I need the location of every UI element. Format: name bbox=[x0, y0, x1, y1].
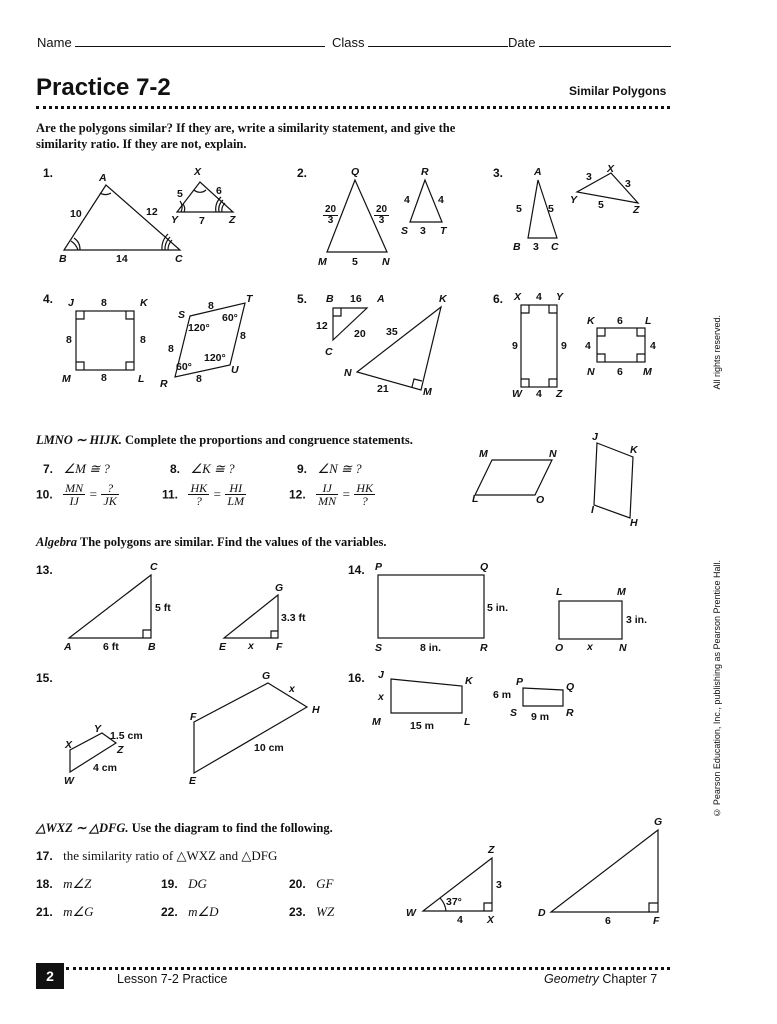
fig5-nm: 21 bbox=[377, 383, 389, 395]
fig15-label-x: X bbox=[65, 739, 73, 751]
q10-equals: = bbox=[89, 486, 97, 502]
fig15-wz: 4 cm bbox=[93, 762, 117, 774]
section3-intro bbox=[36, 534, 387, 550]
fig1-xy: 5 bbox=[177, 188, 183, 200]
triangle-dfg bbox=[551, 830, 658, 912]
q7-text: ∠M ≅ ? bbox=[63, 461, 110, 476]
hijk-label-j: J bbox=[592, 431, 598, 443]
fig16-ps: 6 m bbox=[493, 689, 512, 701]
figure-3 bbox=[528, 173, 638, 238]
footer-book-title: Geometry bbox=[544, 972, 599, 986]
fig2-rt: 4 bbox=[438, 194, 444, 206]
fig2-qn-den: 3 bbox=[378, 215, 385, 226]
fig6-label-l: L bbox=[645, 315, 652, 327]
figure-15 bbox=[70, 683, 307, 773]
fig14-label-o: O bbox=[555, 642, 564, 654]
q20-text: GF bbox=[316, 876, 334, 891]
q12-left-den: MN bbox=[318, 494, 337, 508]
parallelogram-lmno bbox=[475, 460, 552, 495]
wxz-label-x: X bbox=[487, 914, 495, 926]
fig16-label-k: K bbox=[465, 675, 473, 687]
fig15-eh: 10 cm bbox=[254, 742, 284, 754]
q12-right-den: ? bbox=[361, 494, 368, 508]
fig15-label-h: H bbox=[312, 704, 320, 716]
fig2-label-q: Q bbox=[351, 166, 360, 178]
fig14-label-l: L bbox=[556, 586, 563, 598]
fig6-label-m: M bbox=[643, 366, 652, 378]
angle-mark-z bbox=[222, 203, 225, 212]
footer-lesson: Lesson 7-2 Practice bbox=[117, 972, 228, 986]
section2-intro-italic: LMNO ∼ HIJK. bbox=[36, 433, 122, 447]
q23-number: 23. bbox=[289, 905, 306, 919]
rectangle-lmon bbox=[559, 601, 622, 639]
fig14-label-p: P bbox=[375, 561, 383, 573]
fig4-kl: 8 bbox=[140, 334, 146, 346]
fig14-label-s: S bbox=[375, 642, 383, 654]
angle-mark-x bbox=[194, 190, 206, 192]
question-18 bbox=[36, 875, 91, 893]
problem-number-1: 1. bbox=[43, 166, 54, 180]
fig13-label-g: G bbox=[275, 582, 284, 594]
section4-intro-italic: △WXZ ∼ △DFG. bbox=[36, 821, 129, 835]
question-21 bbox=[36, 903, 94, 921]
fig4-label-m: M bbox=[62, 373, 71, 385]
fig5-kn: 35 bbox=[386, 326, 398, 338]
fig5-label-n: N bbox=[344, 367, 352, 379]
fig6-label-y: Y bbox=[556, 291, 564, 303]
fig4-label-t: T bbox=[246, 293, 253, 305]
fig16-label-m: M bbox=[372, 716, 381, 728]
fig3-xz: 3 bbox=[625, 178, 631, 190]
fig4-label-s: S bbox=[178, 309, 186, 321]
q18-number: 18. bbox=[36, 877, 53, 891]
fig14-label-m: M bbox=[617, 586, 626, 598]
figure-13 bbox=[69, 575, 278, 638]
q19-text: DG bbox=[188, 876, 207, 891]
dfg-label-d: D bbox=[538, 907, 546, 919]
fig3-bc: 3 bbox=[533, 241, 539, 253]
fig4-jm: 8 bbox=[66, 334, 72, 346]
problem-number-15: 15. bbox=[36, 671, 53, 685]
q21-text: m∠G bbox=[63, 904, 94, 919]
fig13-label-c: C bbox=[150, 561, 158, 573]
figure-6 bbox=[521, 305, 645, 387]
fig13-bc: 5 ft bbox=[155, 602, 171, 614]
q11-left-num: HK bbox=[190, 481, 208, 495]
copyright-notice: © Pearson Education, Inc., publishing as Pearson Prentice Hall. bbox=[712, 560, 722, 818]
problem-number-14: 14. bbox=[348, 563, 365, 577]
fig4-angle-s: 120° bbox=[188, 322, 210, 334]
fig3-label-b: B bbox=[513, 241, 521, 253]
fig2-label-m: M bbox=[318, 256, 327, 268]
q11-number: 11. bbox=[162, 487, 179, 502]
section4-intro-rest: Use the diagram to find the following. bbox=[128, 821, 333, 835]
fig16-ml: 15 m bbox=[410, 720, 434, 732]
fig15-label-e: E bbox=[189, 775, 197, 787]
fig6-kl: 6 bbox=[617, 315, 623, 327]
fig1-label-b: B bbox=[59, 253, 67, 265]
fig5-label-b: B bbox=[326, 293, 334, 305]
q10-right-num: ? bbox=[101, 482, 118, 495]
fig5-label-m: M bbox=[423, 386, 432, 398]
fig15-label-z: Z bbox=[117, 744, 124, 756]
fig3-label-y: Y bbox=[570, 194, 578, 206]
fig13-label-e: E bbox=[219, 641, 227, 653]
problem-number-3: 3. bbox=[493, 166, 504, 180]
fig1-label-z: Z bbox=[229, 214, 236, 226]
fig1-label-a: A bbox=[99, 172, 107, 184]
q11-equals: = bbox=[213, 486, 221, 502]
fig1-label-y: Y bbox=[171, 214, 179, 226]
question-22 bbox=[161, 903, 219, 921]
fig1-ac: 12 bbox=[146, 206, 158, 218]
fig14-mn: 3 in. bbox=[626, 614, 648, 626]
question-23 bbox=[289, 903, 334, 921]
fig13-label-f: F bbox=[276, 641, 283, 653]
q21-number: 21. bbox=[36, 905, 53, 919]
fig2-qm-num: 20 bbox=[325, 204, 337, 215]
q22-text: m∠D bbox=[188, 904, 219, 919]
wxz-label-w: W bbox=[406, 907, 416, 919]
fig6-nm: 6 bbox=[617, 366, 623, 378]
fig6-label-x: X bbox=[514, 291, 522, 303]
rectangle-klmn bbox=[597, 328, 645, 362]
rectangle-xywz bbox=[521, 305, 557, 387]
fig16-label-l: L bbox=[464, 716, 471, 728]
lmno-label-n: N bbox=[549, 448, 557, 460]
square-jklm bbox=[76, 311, 134, 370]
fig2-qn bbox=[374, 205, 389, 226]
fig1-label-c: C bbox=[175, 253, 183, 265]
dfg-label-g: G bbox=[654, 816, 663, 828]
q11-right-den: LM bbox=[227, 494, 245, 508]
section3-intro-rest: The polygons are similar. Find the values of the variables. bbox=[76, 535, 387, 549]
q10-right-den: JK bbox=[103, 494, 117, 508]
lmno-label-l: L bbox=[472, 493, 479, 505]
q12-number: 12. bbox=[289, 487, 306, 502]
fig2-mn: 5 bbox=[352, 256, 358, 268]
lmno-label-m: M bbox=[479, 448, 488, 460]
fig4-label-u: U bbox=[231, 364, 239, 376]
fig4-label-l: L bbox=[138, 373, 145, 385]
question-17 bbox=[36, 847, 277, 865]
question-7 bbox=[43, 460, 110, 478]
fig5-label-k: K bbox=[439, 293, 447, 305]
fig3-ac: 5 bbox=[548, 203, 554, 215]
fig1-label-x: X bbox=[194, 166, 202, 178]
figure-4 bbox=[76, 303, 245, 377]
q8-number: 8. bbox=[170, 462, 181, 476]
fig15-label-f: F bbox=[190, 711, 197, 723]
fig6-label-w: W bbox=[512, 388, 522, 400]
fig14-label-n: N bbox=[619, 642, 627, 654]
fig3-label-a: A bbox=[534, 166, 542, 178]
triangle-abc-13 bbox=[69, 575, 151, 638]
fig2-label-s: S bbox=[401, 225, 409, 237]
fig15-yz: 1.5 cm bbox=[110, 730, 143, 742]
date-label: Date bbox=[508, 35, 536, 50]
section4-intro bbox=[36, 820, 333, 836]
fig5-ac: 20 bbox=[354, 328, 366, 340]
fig6-lm: 4 bbox=[650, 340, 656, 352]
parallelogram-hijk bbox=[594, 443, 633, 518]
fig3-label-c: C bbox=[551, 241, 559, 253]
fig15-gh: x bbox=[289, 683, 295, 695]
q12-left-num: IJ bbox=[316, 482, 338, 495]
problem-number-6: 6. bbox=[493, 292, 504, 306]
q11-left-den: ? bbox=[195, 494, 202, 508]
fig4-ml: 8 bbox=[101, 372, 107, 384]
fig14-label-q: Q bbox=[480, 561, 489, 573]
fig15-label-g: G bbox=[262, 670, 271, 682]
question-19 bbox=[161, 875, 207, 893]
quad-jklm bbox=[391, 679, 462, 713]
angle-mark-a bbox=[100, 193, 111, 195]
fig4-st: 8 bbox=[208, 300, 214, 312]
fig14-sr: 8 in. bbox=[420, 642, 442, 654]
fig13-label-b: B bbox=[148, 641, 156, 653]
problem-number-2: 2. bbox=[297, 166, 308, 180]
fig15-label-w: W bbox=[64, 775, 74, 787]
wxz-label-z: Z bbox=[488, 844, 495, 856]
footer-book bbox=[544, 972, 657, 986]
hijk-label-h: H bbox=[630, 517, 638, 529]
q22-number: 22. bbox=[161, 905, 178, 919]
fig4-label-k: K bbox=[140, 297, 148, 309]
fig5-label-c: C bbox=[325, 346, 333, 358]
page-title: Practice 7-2 bbox=[36, 74, 171, 101]
fig6-label-z: Z bbox=[556, 388, 563, 400]
wxz-angle-w: 37° bbox=[446, 896, 462, 908]
fig16-sr: 9 m bbox=[531, 711, 550, 723]
fig16-label-p: P bbox=[516, 676, 524, 688]
footer-book-chapter: Chapter 7 bbox=[598, 972, 658, 986]
fig3-ab: 5 bbox=[516, 203, 522, 215]
fig1-yz: 7 bbox=[199, 215, 205, 227]
class-label: Class bbox=[332, 35, 365, 50]
fig13-label-a: A bbox=[64, 641, 72, 653]
fig2-qm bbox=[323, 205, 338, 226]
fig16-label-r: R bbox=[566, 707, 574, 719]
fig4-angle-u: 120° bbox=[204, 352, 226, 364]
question-11 bbox=[162, 482, 246, 507]
fig1-ab: 10 bbox=[70, 208, 82, 220]
name-label: Name bbox=[37, 35, 72, 50]
q19-number: 19. bbox=[161, 877, 178, 891]
fig2-rs: 4 bbox=[404, 194, 410, 206]
fig16-jm: x bbox=[378, 691, 384, 703]
q12-right-num: HK bbox=[356, 481, 374, 495]
fig4-angle-r: 60° bbox=[176, 361, 192, 373]
fig3-label-x: X bbox=[607, 163, 615, 175]
fig4-sr: 8 bbox=[168, 343, 174, 355]
triangle-xyz bbox=[177, 182, 233, 212]
triangle-knm bbox=[357, 307, 441, 390]
angle-mark-y bbox=[183, 204, 185, 212]
quad-pqrs bbox=[523, 688, 563, 706]
fig14-qr: 5 in. bbox=[487, 602, 509, 614]
fig4-jk: 8 bbox=[101, 297, 107, 309]
section2-intro-rest: Complete the proportions and congruence statements. bbox=[121, 433, 413, 447]
fig6-yz: 9 bbox=[561, 340, 567, 352]
fig5-ba: 16 bbox=[350, 293, 362, 305]
problem-number-5: 5. bbox=[297, 292, 308, 306]
q20-number: 20. bbox=[289, 877, 306, 891]
wxz-wx: 4 bbox=[457, 914, 463, 926]
q17-number: 17. bbox=[36, 849, 53, 863]
question-8 bbox=[170, 460, 235, 478]
q18-text: m∠Z bbox=[63, 876, 92, 891]
fig6-label-k: K bbox=[587, 315, 595, 327]
page-subtitle: Similar Polygons bbox=[569, 84, 667, 98]
q23-text: WZ bbox=[316, 904, 335, 919]
q10-left-num: MN bbox=[65, 481, 84, 495]
fig13-ab: 6 ft bbox=[103, 641, 119, 653]
rights-reserved: All rights reserved. bbox=[712, 315, 722, 390]
dfg-label-f: F bbox=[653, 915, 660, 927]
quad-fghe bbox=[194, 683, 307, 773]
q8-text: ∠K ≅ ? bbox=[190, 461, 235, 476]
lmno-label-o: O bbox=[536, 494, 545, 506]
fig16-label-q: Q bbox=[566, 681, 575, 693]
fig6-xy: 4 bbox=[536, 291, 542, 303]
fig2-qm-den: 3 bbox=[327, 215, 334, 226]
fig14-label-r: R bbox=[480, 642, 488, 654]
fig16-label-s: S bbox=[510, 707, 518, 719]
q12-equals: = bbox=[342, 486, 350, 502]
section1-instructions: Are the polygons similar? If they are, write a similarity statement, and give the similarity ratio. If they are not, explain. bbox=[36, 121, 456, 151]
q17-text: the similarity ratio of △WXZ and △DFG bbox=[63, 848, 278, 863]
fig13-ef: x bbox=[248, 640, 254, 652]
fig6-label-n: N bbox=[587, 366, 595, 378]
fig2-label-t: T bbox=[440, 225, 447, 237]
fig5-label-a: A bbox=[377, 293, 385, 305]
q9-text: ∠N ≅ ? bbox=[317, 461, 362, 476]
q11-right-num: HI bbox=[225, 482, 246, 495]
question-12 bbox=[289, 482, 375, 507]
fig1-xz: 6 bbox=[216, 185, 222, 197]
fig1-bc: 14 bbox=[116, 253, 128, 265]
page-number-badge: 2 bbox=[36, 963, 64, 989]
problem-number-16: 16. bbox=[348, 671, 365, 685]
fig15-label-y: Y bbox=[94, 723, 102, 735]
fig16-label-j: J bbox=[378, 669, 384, 681]
fig4-label-j: J bbox=[68, 297, 74, 309]
fig2-qn-num: 20 bbox=[376, 204, 388, 215]
problem-number-13: 13. bbox=[36, 563, 53, 577]
hijk-label-i: I bbox=[591, 504, 594, 516]
q10-number: 10. bbox=[36, 487, 53, 502]
figure-16 bbox=[391, 679, 563, 713]
fig6-kn: 4 bbox=[585, 340, 591, 352]
q7-number: 7. bbox=[43, 462, 54, 476]
fig6-xw: 9 bbox=[512, 340, 518, 352]
hijk-label-k: K bbox=[630, 444, 638, 456]
fig5-bc: 12 bbox=[316, 320, 328, 332]
fig3-label-z: Z bbox=[633, 204, 640, 216]
angle-mark-c bbox=[168, 240, 172, 250]
problem-number-4: 4. bbox=[43, 292, 54, 306]
fig2-label-n: N bbox=[382, 256, 390, 268]
section3-intro-italic: Algebra bbox=[36, 535, 77, 549]
q10-left-den: IJ bbox=[69, 494, 79, 508]
wxz-xz: 3 bbox=[496, 879, 502, 891]
fig4-label-r: R bbox=[160, 378, 168, 390]
fig2-label-r: R bbox=[421, 166, 429, 178]
rectangle-pqrs bbox=[378, 575, 484, 638]
triangle-efg-13 bbox=[224, 595, 278, 638]
q9-number: 9. bbox=[297, 462, 308, 476]
fig4-tu: 8 bbox=[240, 330, 246, 342]
question-10 bbox=[36, 482, 119, 507]
footer-rule bbox=[66, 967, 670, 970]
fig3-yx: 3 bbox=[586, 171, 592, 183]
fig14-on: x bbox=[587, 641, 593, 653]
fig6-wz: 4 bbox=[536, 388, 542, 400]
fig2-st: 3 bbox=[420, 225, 426, 237]
section2-intro bbox=[36, 432, 413, 448]
fig4-angle-t: 60° bbox=[222, 312, 238, 324]
dfg-df: 6 bbox=[605, 915, 611, 927]
fig3-yz: 5 bbox=[598, 199, 604, 211]
fig13-fg: 3.3 ft bbox=[281, 612, 306, 624]
fig4-ru: 8 bbox=[196, 373, 202, 385]
question-9 bbox=[297, 460, 362, 478]
question-20 bbox=[289, 875, 333, 893]
